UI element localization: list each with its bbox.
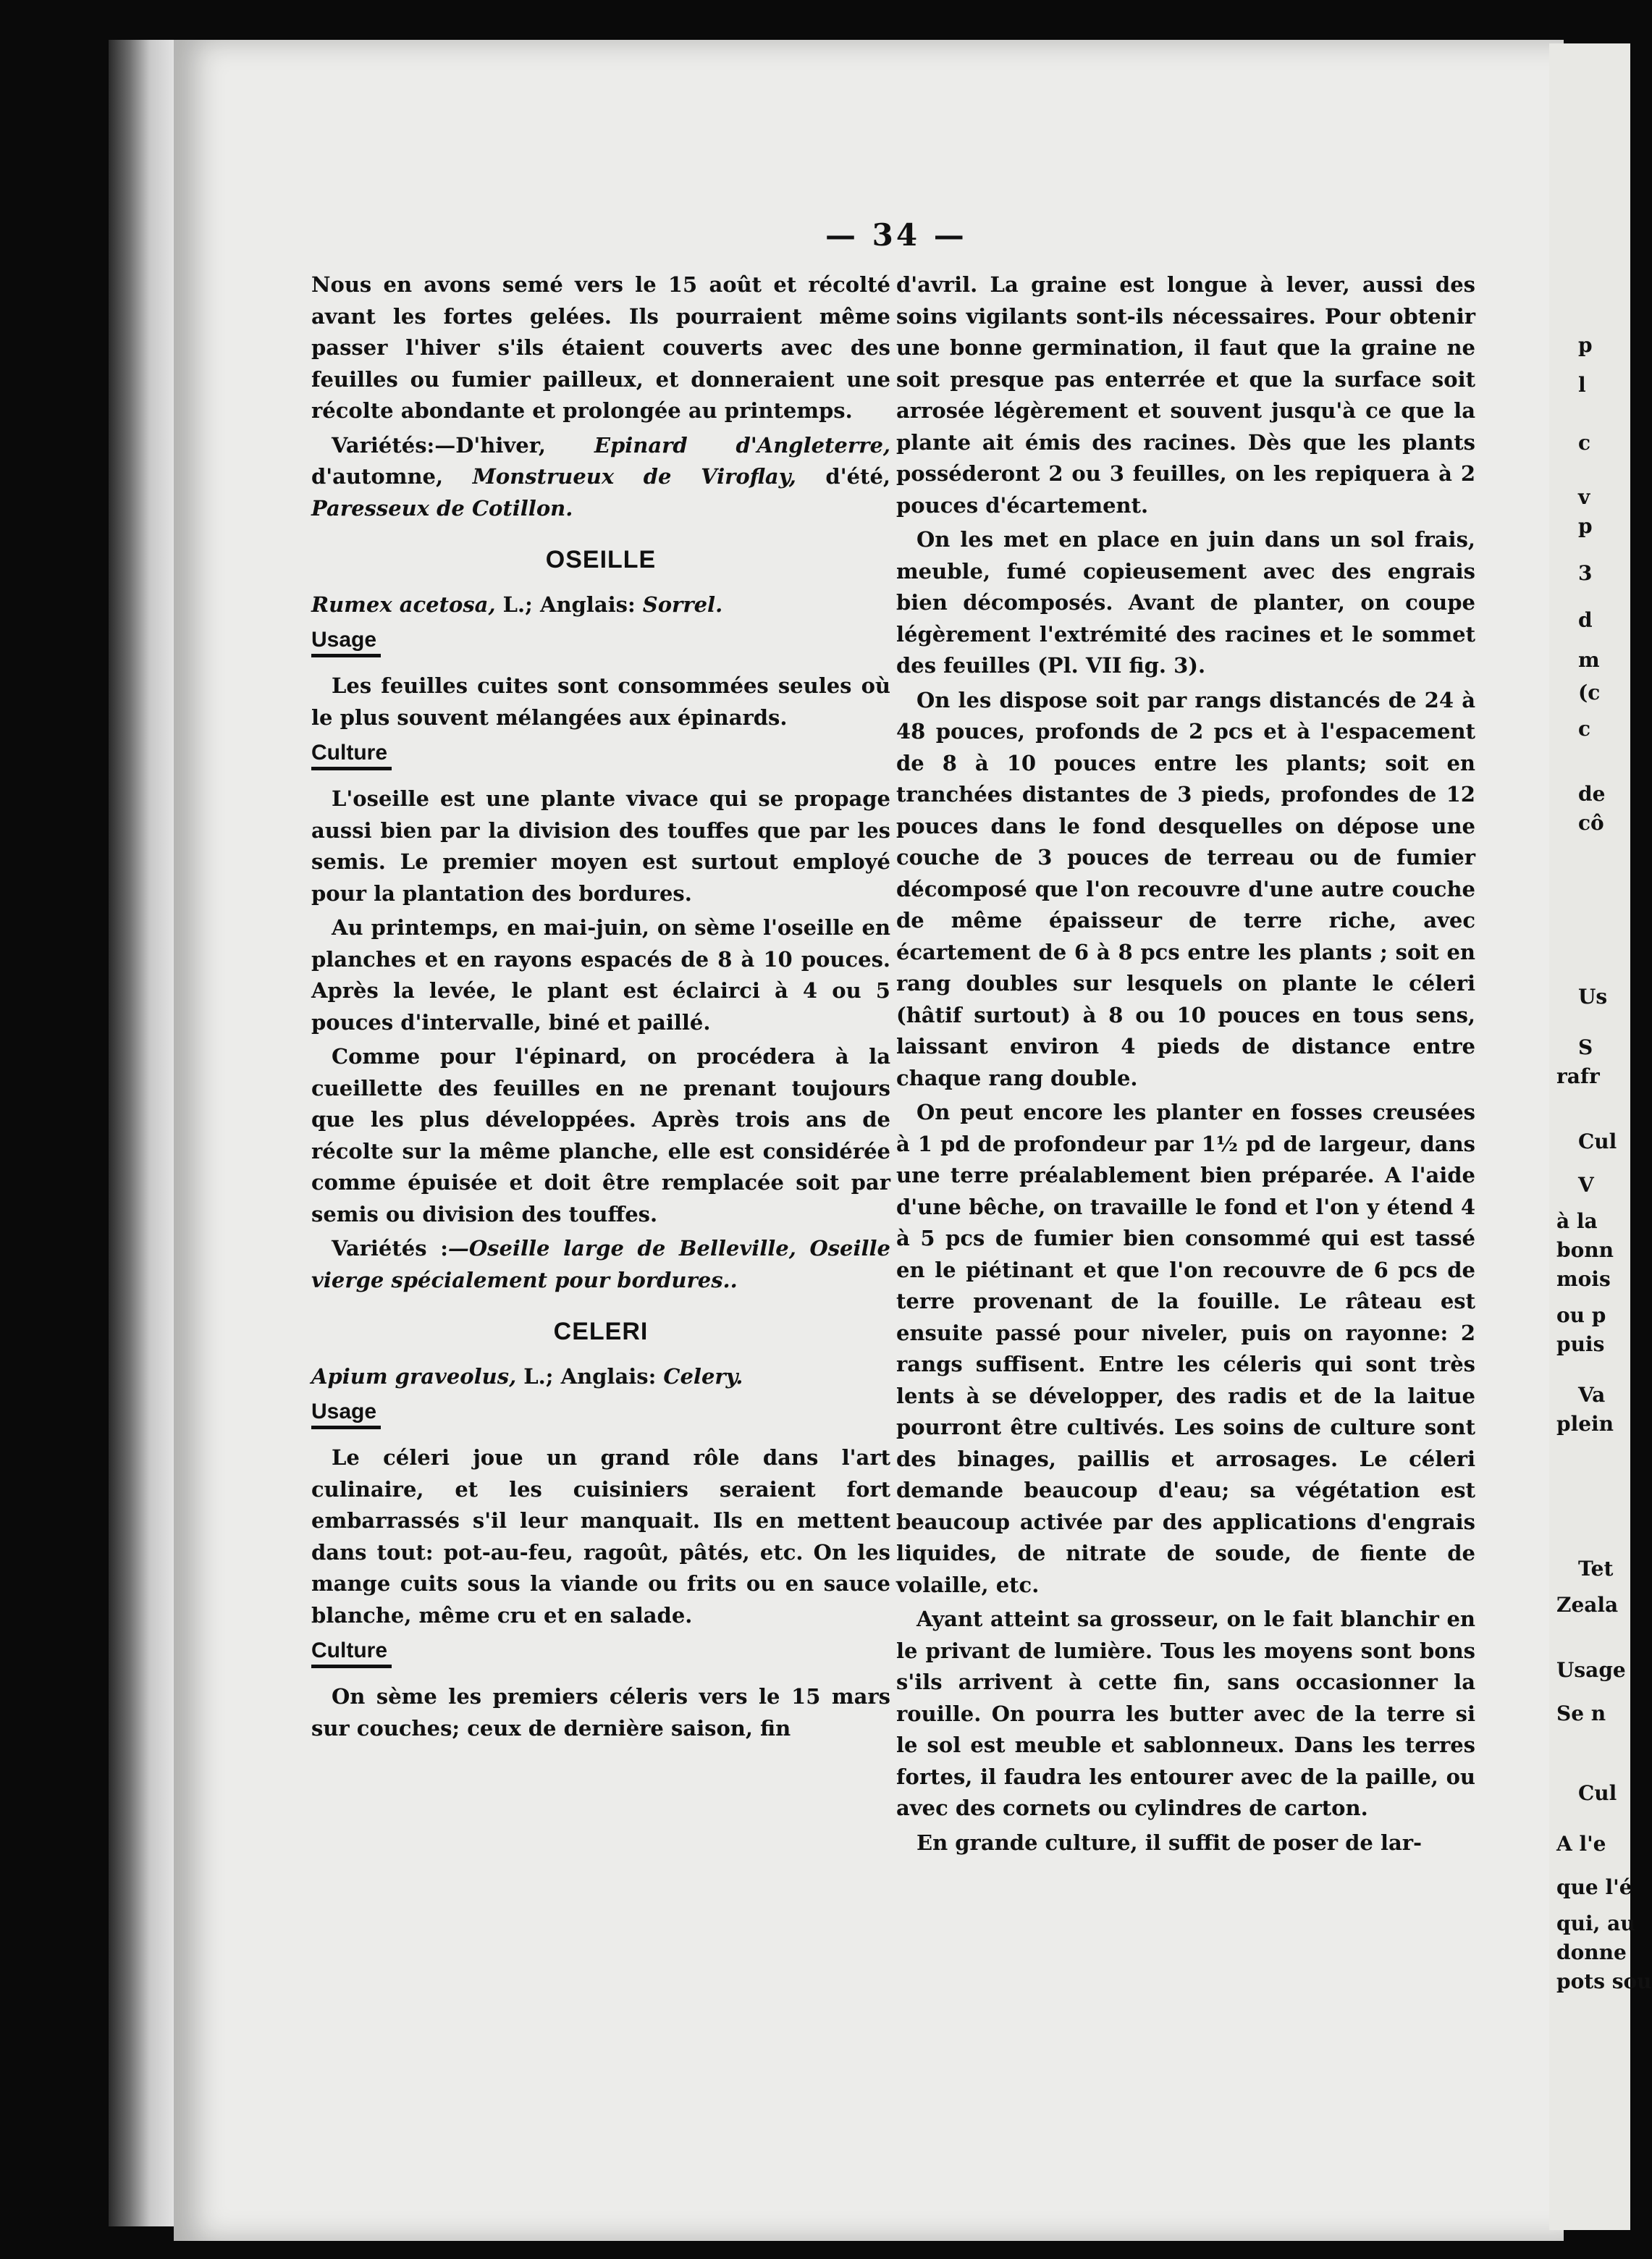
next-page-fragment: A l'e (1556, 1832, 1606, 1856)
celeri-culture-p6: En grande culture, il suffit de poser de lar- (916, 1830, 1423, 1855)
next-page-fragment: bonn (1556, 1238, 1614, 1262)
culture-heading: Culture (311, 741, 392, 770)
next-page-fragment: c (1578, 717, 1591, 741)
next-page-fragment: p (1578, 333, 1593, 357)
oseille-usage-text: Les feuilles cuites sont consommées seules où le plus souvent mélangées aux épinards. (311, 673, 890, 730)
page-number: — 34 — (825, 217, 967, 253)
culture-heading: Culture (311, 1638, 392, 1668)
oseille-culture-p1: L'oseille est une plante vivace qui se propage aussi bien par la division des touffes que par les semis. Le premier moyen est surtout employé pour la plantation des bordures. (311, 786, 890, 906)
next-page-fragment: d (1578, 608, 1593, 632)
next-page-fragment: Tet (1578, 1557, 1614, 1581)
next-page-fragment: Zeala (1556, 1593, 1619, 1617)
book-binding-edge (109, 40, 177, 2226)
next-page-fragment: m (1578, 648, 1600, 672)
oseille-binomial: Rumex acetosa, L.; Anglais: Sorrel. (311, 592, 723, 617)
celeri-culture-p5: Ayant atteint sa grosseur, on le fait blanchir en le privant de lumière. Tous les moyens sont bons s'ils arrivent à cette fin, sans occasionner la rouille. On pourra les butter avec de la terre si le sol est meuble et sablonneux. Dans les terres fortes, il faudra les entourer avec de la paille, ou avec des cornets ou cylindres de carton. (896, 1607, 1475, 1820)
section-title-celeri: CELERI (553, 1318, 649, 1345)
celeri-culture-p1: On sème les premiers céleris vers le 15 mars sur couches; ceux de dernière saison, fin (311, 1684, 890, 1741)
next-page-fragment: v (1578, 485, 1590, 509)
next-page-fragment: plein (1556, 1412, 1614, 1436)
varietes-paragraph-oseille: Variétés :—Oseille large de Belleville, Oseille vierge spécialement pour bordures.. (311, 1236, 890, 1292)
next-page-fragment: cô (1578, 811, 1604, 835)
next-page-fragment: Us (1578, 985, 1608, 1009)
celeri-binomial: Apium graveolus, L.; Anglais: Celery. (311, 1363, 743, 1389)
next-page-fragment: Cul (1578, 1130, 1617, 1153)
next-page-fragment: de (1578, 782, 1606, 806)
celeri-culture-p1-cont: d'avril. La graine est longue à lever, aussi des soins vigilants sont-ils nécessaires. Pour obtenir une bonne germination, il faut que la graine ne soit presque pas enterrée et que la surface soit arrosée légèrement et souvent jusqu'à ce que la plante ait émis des racines. Dès que les plants posséderont 2 ou 3 feuilles, on les repiquera à 2 pouces d'écartement. (896, 272, 1475, 518)
next-page-fragment: Va (1578, 1383, 1606, 1407)
next-page-fragment: à la (1556, 1209, 1598, 1233)
next-page-fragment: (c (1578, 681, 1601, 704)
oseille-culture-p3: Comme pour l'épinard, on procédera à la cueillette des feuilles en ne prenant toujours que les plus développées. Après trois ans de récolte sur la même planche, elle est considérée comme épuisée et doit être remplacée soit par semis ou division des touffes. (311, 1044, 890, 1227)
celeri-usage-text: Le céleri joue un grand rôle dans l'art culinaire, et les cuisiniers seraient fort embarrassés s'il leur manquait. Ils en mettent dans tout: pot-au-feu, ragoût, pâtés, etc. On les mange cuits sous la viande ou frits ou en sauce blanche, même cru et en salade. (311, 1445, 890, 1628)
section-title-oseille: OSEILLE (545, 546, 657, 573)
next-page-fragment: V (1578, 1173, 1594, 1197)
celeri-culture-p3: On les dispose soit par rangs distancés de 24 à 48 pouces, profonds de 2 pcs et à l'espacement de 8 à 10 pouces entre les plants; soit en tranchées distantes de 3 pieds, profondes de 12 pouces dans le fond desquelles on dépose une couche de 3 pouces de terreau ou de fumier décomposé que l'on recouvre d'une autre couche de même épaisseur de terre riche, avec écartement de 6 à 8 pcs entre les plants ; soit en rang doubles sur lesquels on plante le céleri (hâtif surtout) à 8 ou 10 pouces en tous sens, laissant environ 4 pieds de distance entre chaque rang double. (896, 687, 1475, 1090)
varietes-label: Variétés: (332, 432, 435, 458)
next-page-fragment: donne (1556, 1940, 1627, 1964)
usage-heading: Usage (311, 1400, 381, 1429)
next-page-fragment: que l'é (1556, 1875, 1632, 1899)
next-page-fragment: c (1578, 431, 1591, 455)
next-page-fragment: ou p (1556, 1303, 1606, 1327)
usage-heading: Usage (311, 628, 381, 657)
varietes-label: Variétés : (332, 1236, 448, 1261)
next-page-edge (1549, 43, 1652, 2230)
next-page-fragment: Usage (1556, 1658, 1626, 1682)
varietes-paragraph-epinard: Variétés:—D'hiver, Epinard d'Angleterre, d'automne, Monstrueux de Viroflay, d'été, Paresseux de Cotillon. (311, 432, 890, 521)
next-page-fragment: puis (1556, 1332, 1605, 1356)
celeri-culture-p2: On les met en place en juin dans un sol frais, meuble, fumé copieusement avec des engrais bien décomposés. Avant de planter, on coupe légèrement l'extrémité des racines et le sommet des feuilles (Pl. VII fig. 3). (896, 527, 1475, 678)
next-page-fragment: pots sou (1556, 1969, 1652, 1993)
oseille-culture-p2: Au printemps, en mai-juin, on sème l'oseille en planches et en rayons espacés de 8 à 10 pouces. Après la levée, le plant est éclairci à 4 ou 5 pouces d'intervalle, biné et paillé. (311, 915, 890, 1035)
left-column (311, 269, 890, 1744)
next-page-fragment: qui, au (1556, 1911, 1635, 1935)
next-page-fragment: mois (1556, 1267, 1611, 1291)
intro-paragraph: Nous en avons semé vers le 15 août et récolté avant les fortes gelées. Ils pourraient même passer l'hiver s'ils étaient couverts avec des feuilles ou fumier pailleux, et donneraient une récolte abondante et prolongée au printemps. (311, 272, 890, 423)
next-page-fragment: l (1578, 373, 1586, 397)
next-page-fragment: S (1578, 1035, 1593, 1059)
right-column (896, 269, 1475, 1859)
next-page-fragment: p (1578, 514, 1593, 538)
next-page-fragment: Cul (1578, 1781, 1617, 1805)
next-page-fragment: rafr (1556, 1064, 1600, 1088)
next-page-fragment: 3 (1578, 561, 1593, 585)
celeri-culture-p4: On peut encore les planter en fosses creusées à 1 pd de profondeur par 1½ pd de largeur, dans une terre préalablement bien préparée. A l'aide d'une bêche, on travaille le fond et l'on y étend 4 à 5 pcs de fumier bien consommé qui est tassé en le piétinant et que l'on recouvre de 6 pcs de terre provenant de la fouille. Le râteau est ensuite passé pour niveler, puis on rayonne: 2 rangs suffisent. Entre les céleris qui sont très lents à se développer, des radis et de la laitue pourront être cultivés. Les soins de culture sont des binages, paillis et arrosages. Le céleri demande beaucoup d'eau; sa végétation est beaucoup activée par des applications d'engrais liquides, de nitrate de soude, de fiente de volaille, etc. (896, 1100, 1475, 1597)
next-page-fragment: Se n (1556, 1701, 1606, 1725)
